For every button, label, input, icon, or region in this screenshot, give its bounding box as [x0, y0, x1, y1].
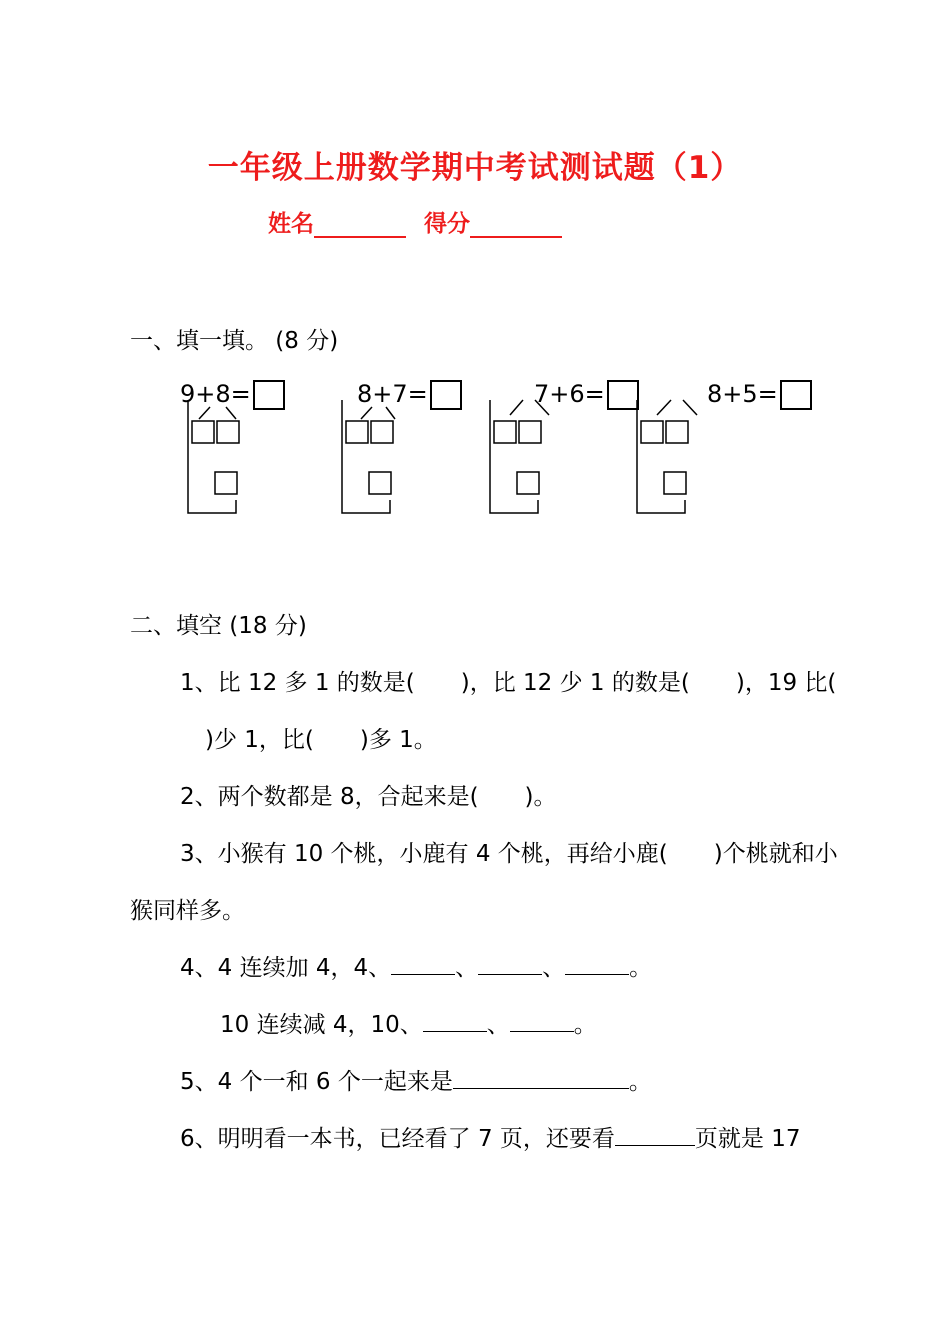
decomposition-diagram-2: [342, 400, 395, 513]
question-6: [180, 1120, 800, 1153]
separator: 、: [486, 1012, 510, 1038]
question-1-line-2: )少 1，比( )多 1。: [205, 727, 437, 753]
split-box-4a: [641, 421, 663, 443]
q4a-blank-3[interactable]: [565, 954, 629, 975]
period: 。: [573, 1012, 597, 1038]
question-2: 2、两个数都是 8，合起来是( )。: [180, 784, 557, 810]
split-box-1a: [192, 421, 214, 443]
question-6-suffix: 页就是 17: [694, 1126, 801, 1152]
section2-heading: 二、填空 (18 分): [130, 613, 307, 639]
result-box-1: [215, 472, 237, 494]
decomposition-diagram-3: [490, 400, 549, 513]
page-title: 一年级上册数学期中考试测试题（1）: [207, 150, 743, 186]
decomposition-diagrams: [0, 0, 950, 560]
result-box-2: [369, 472, 391, 494]
question-1-line-1: 1、比 12 多 1 的数是( )，比 12 少 1 的数是( )，19 比(: [180, 670, 837, 696]
question-4-line-2: [220, 1006, 597, 1039]
q5-blank[interactable]: [453, 1068, 629, 1089]
question-3-line-1: 3、小猴有 10 个桃，小鹿有 4 个桃，再给小鹿( )个桃就和小: [180, 841, 838, 867]
separator: 、: [455, 955, 479, 981]
name-label: 姓名: [268, 211, 314, 237]
question-4b-text: 10 连续减 4，10、: [220, 1012, 423, 1038]
split-box-3b: [519, 421, 541, 443]
equation-2-text: 8+7=: [357, 380, 428, 408]
decomposition-diagram-4: [637, 400, 697, 513]
question-5: [180, 1063, 652, 1096]
split-box-2a: [346, 421, 368, 443]
score-label: 得分: [424, 211, 471, 237]
split-box-1b: [217, 421, 239, 443]
split-box-4b: [666, 421, 688, 443]
separator: 、: [542, 955, 566, 981]
question-4-line-1: [180, 949, 652, 982]
q4a-blank-1[interactable]: [391, 954, 455, 975]
q4a-blank-2[interactable]: [478, 954, 542, 975]
period: 。: [629, 955, 653, 981]
equation-1-text: 9+8=: [180, 380, 251, 408]
result-box-3: [517, 472, 539, 494]
question-6-text: 6、明明看一本书，已经看了 7 页，还要看: [180, 1126, 615, 1152]
q6-blank[interactable]: [615, 1125, 695, 1146]
split-box-3a: [494, 421, 516, 443]
question-3-line-2: 猴同样多。: [130, 898, 245, 924]
period: 。: [628, 1069, 652, 1095]
q4b-blank-1[interactable]: [423, 1011, 487, 1032]
question-5-text: 5、4 个一和 6 个一起来是: [180, 1069, 453, 1095]
section1-heading: 一、填一填。 (8 分): [130, 328, 339, 354]
equation-4-text: 8+5=: [707, 380, 778, 408]
result-box-4: [664, 472, 686, 494]
split-box-2b: [371, 421, 393, 443]
q4b-blank-2[interactable]: [510, 1011, 574, 1032]
decomposition-diagram-1: [188, 400, 239, 513]
question-4a-text: 4、4 连续加 4，4、: [180, 955, 392, 981]
equation-3-text: 7+6=: [534, 380, 605, 408]
